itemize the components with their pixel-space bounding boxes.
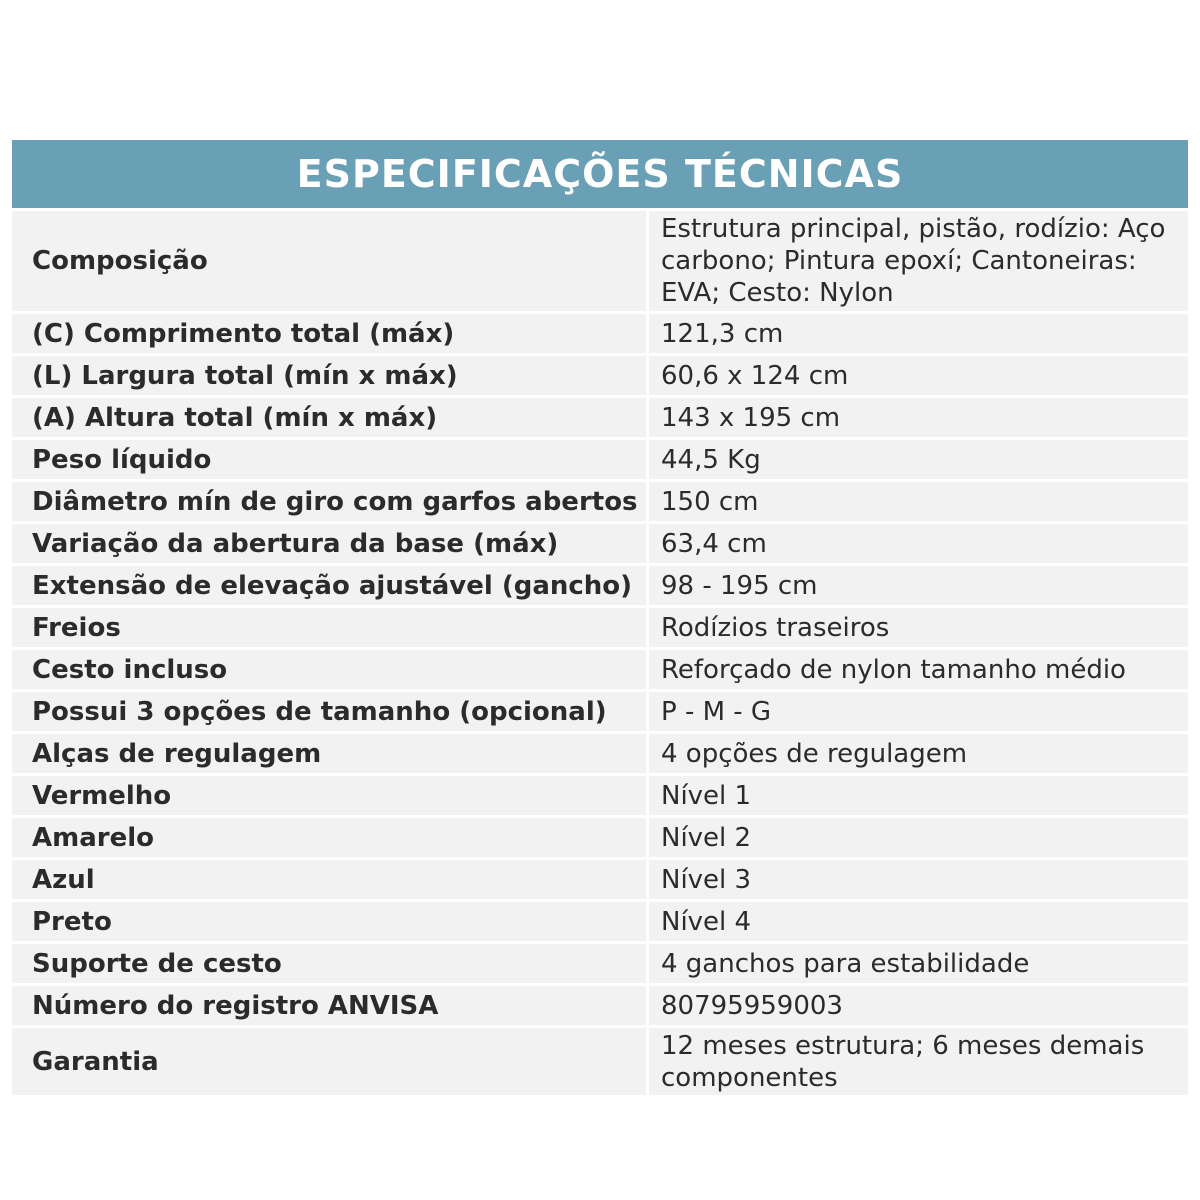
row-value: Nível 1 [649, 776, 1188, 815]
row-label: Azul [12, 860, 646, 899]
row-label: Suporte de cesto [12, 944, 646, 983]
row-label: (L) Largura total (mín x máx) [12, 356, 646, 395]
row-value: 143 x 195 cm [649, 398, 1188, 437]
row-label: (A) Altura total (mín x máx) [12, 398, 646, 437]
table-row [12, 356, 1188, 395]
table-row [12, 944, 1188, 983]
table-row [12, 440, 1188, 479]
row-value: Nível 2 [649, 818, 1188, 857]
row-label: Garantia [12, 1028, 646, 1095]
table-row [12, 314, 1188, 353]
row-value: 12 meses estrutura; 6 meses demais componentes [649, 1028, 1188, 1095]
row-value: P - M - G [649, 692, 1188, 731]
table-row [12, 524, 1188, 563]
row-value: 150 cm [649, 482, 1188, 521]
table-title: ESPECIFICAÇÕES TÉCNICAS [12, 140, 1188, 208]
row-label: Composição [12, 211, 646, 311]
table-row [12, 818, 1188, 857]
row-value: Nível 3 [649, 860, 1188, 899]
table-row [12, 608, 1188, 647]
row-value: 60,6 x 124 cm [649, 356, 1188, 395]
table-row [12, 986, 1188, 1025]
spec-rows [12, 211, 1188, 1098]
row-value: Estrutura principal, pistão, rodízio: Aço carbono; Pintura epoxí; Cantoneiras: EVA; Cesto: Nylon [649, 211, 1188, 311]
row-label: Preto [12, 902, 646, 941]
table-row [12, 692, 1188, 731]
row-label: (C) Comprimento total (máx) [12, 314, 646, 353]
row-label: Peso líquido [12, 440, 646, 479]
row-value: Rodízios traseiros [649, 608, 1188, 647]
row-label: Diâmetro mín de giro com garfos abertos [12, 482, 646, 521]
row-value: 80795959003 [649, 986, 1188, 1025]
row-label: Cesto incluso [12, 650, 646, 689]
spec-table [12, 140, 1188, 1098]
row-label: Variação da abertura da base (máx) [12, 524, 646, 563]
row-label: Alças de regulagem [12, 734, 646, 773]
row-label: Possui 3 opções de tamanho (opcional) [12, 692, 646, 731]
row-value: 63,4 cm [649, 524, 1188, 563]
row-value: Reforçado de nylon tamanho médio [649, 650, 1188, 689]
row-label: Amarelo [12, 818, 646, 857]
row-label: Freios [12, 608, 646, 647]
row-value: 121,3 cm [649, 314, 1188, 353]
table-row [12, 902, 1188, 941]
table-row [12, 650, 1188, 689]
table-row [12, 398, 1188, 437]
table-row [12, 1028, 1188, 1095]
row-value: 4 ganchos para estabilidade [649, 944, 1188, 983]
row-label: Número do registro ANVISA [12, 986, 646, 1025]
row-value: 44,5 Kg [649, 440, 1188, 479]
table-row [12, 734, 1188, 773]
table-row [12, 482, 1188, 521]
row-label: Vermelho [12, 776, 646, 815]
table-row [12, 566, 1188, 605]
table-row [12, 211, 1188, 311]
row-value: Nível 4 [649, 902, 1188, 941]
row-label: Extensão de elevação ajustável (gancho) [12, 566, 646, 605]
row-value: 4 opções de regulagem [649, 734, 1188, 773]
table-row [12, 776, 1188, 815]
table-row [12, 860, 1188, 899]
row-value: 98 - 195 cm [649, 566, 1188, 605]
